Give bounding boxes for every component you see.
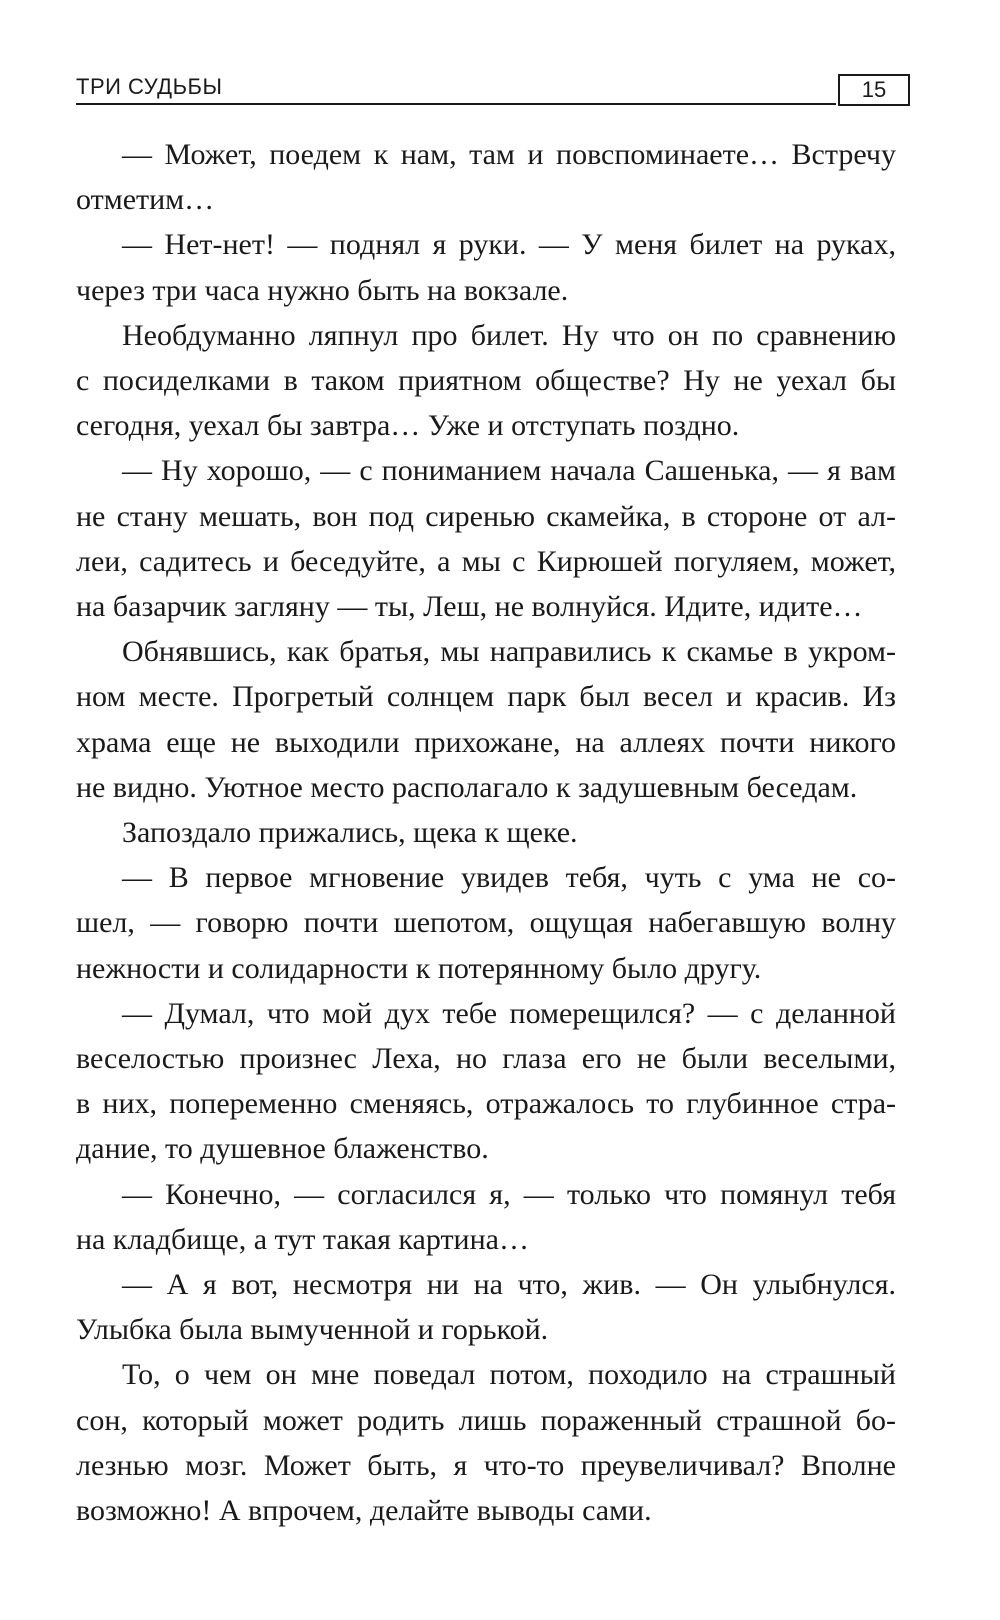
text-line: отметим… [76, 183, 215, 217]
text-line: веселостью произнес Леха, но глаза его не были веселыми, [76, 1042, 896, 1076]
text-line: — Нет-нет! — поднял я руки. — У меня билет на руках, [122, 228, 896, 262]
paragraph [76, 855, 896, 991]
text-line: — Ну хорошо, — с пониманием начала Сашенька, — я вам [122, 454, 896, 488]
body-text [76, 132, 896, 1533]
paragraph [76, 132, 896, 222]
text-line: возможно! А впрочем, делайте выводы сами. [76, 1494, 652, 1528]
text-line: лезнью мозг. Может быть, я что-то преувеличивал? Вполне [76, 1448, 896, 1482]
text-line: в них, попеременно сменяясь, отражалось то глубинное стра- [76, 1087, 896, 1121]
page-number: 15 [838, 74, 910, 106]
text-line: на базарчик загляну — ты, Леш, не волнуйся. Идите, идите… [76, 590, 863, 624]
text-line: — Думал, что мой дух тебе померещился? — с деланной [122, 996, 896, 1030]
paragraph [76, 222, 896, 312]
paragraph [76, 1262, 896, 1352]
text-line: храма еще не выходили прихожане, на аллеях почти никого [76, 725, 896, 759]
text-line: — Конечно, — согласился я, — только что помянул тебя [122, 1177, 896, 1211]
text-line: — В первое мгновение увидев тебя, чуть с ума не со- [122, 861, 896, 895]
text-line: не видно. Уютное место располагало к задушевным беседам. [76, 770, 858, 804]
text-line: — Может, поедем к нам, там и повспоминаете… Встречу [122, 138, 896, 171]
text-line: не стану мешать, вон под сиренью скамейка, в стороне от ал- [76, 499, 896, 533]
page-header [76, 74, 908, 106]
paragraph [76, 313, 896, 449]
paragraph [76, 1352, 896, 1533]
text-line: шел, — говорю почти шепотом, ощущая набегавшую волну [76, 906, 896, 940]
text-line: сон, который может родить лишь пораженный страшной бо- [76, 1403, 896, 1437]
text-line: сегодня, уехал бы завтра… Уже и отступать поздно. [76, 409, 740, 443]
text-line: Обнявшись, как братья, мы направились к скамье в укром- [122, 635, 896, 669]
text-line: леи, садитесь и беседуйте, а мы с Кирюшей погуляем, может, [76, 544, 896, 578]
text-line: — А я вот, несмотря ни на что, жив. — Он улыбнулся. [122, 1268, 896, 1302]
paragraph [76, 448, 896, 629]
header-rule [76, 103, 836, 105]
text-line: на кладбище, а тут такая картина… [76, 1222, 529, 1256]
running-title: ТРИ СУДЬБЫ [76, 74, 223, 99]
text-line: ном месте. Прогретый солнцем парк был весел и красив. Из [76, 680, 896, 714]
text-line: Запоздало прижались, щека к щеке. [122, 816, 578, 850]
text-line: через три часа нужно быть на вокзале. [76, 273, 569, 307]
text-line: Необдуманно ляпнул про билет. Ну что он по сравнению [122, 318, 896, 352]
text-line: нежности и солидарности к потерянному было другу. [76, 951, 762, 985]
text-line: То, о чем он мне поведал потом, походило на страшный [122, 1358, 896, 1392]
paragraph [76, 991, 896, 1172]
paragraph [76, 810, 896, 855]
text-line: Улыбка была вымученной и горькой. [76, 1313, 549, 1347]
paragraph [76, 629, 896, 810]
text-line: дание, то душевное блаженство. [76, 1132, 489, 1166]
paragraph [76, 1172, 896, 1262]
text-line: с посиделками в таком приятном обществе? Ну не уехал бы [76, 364, 896, 398]
